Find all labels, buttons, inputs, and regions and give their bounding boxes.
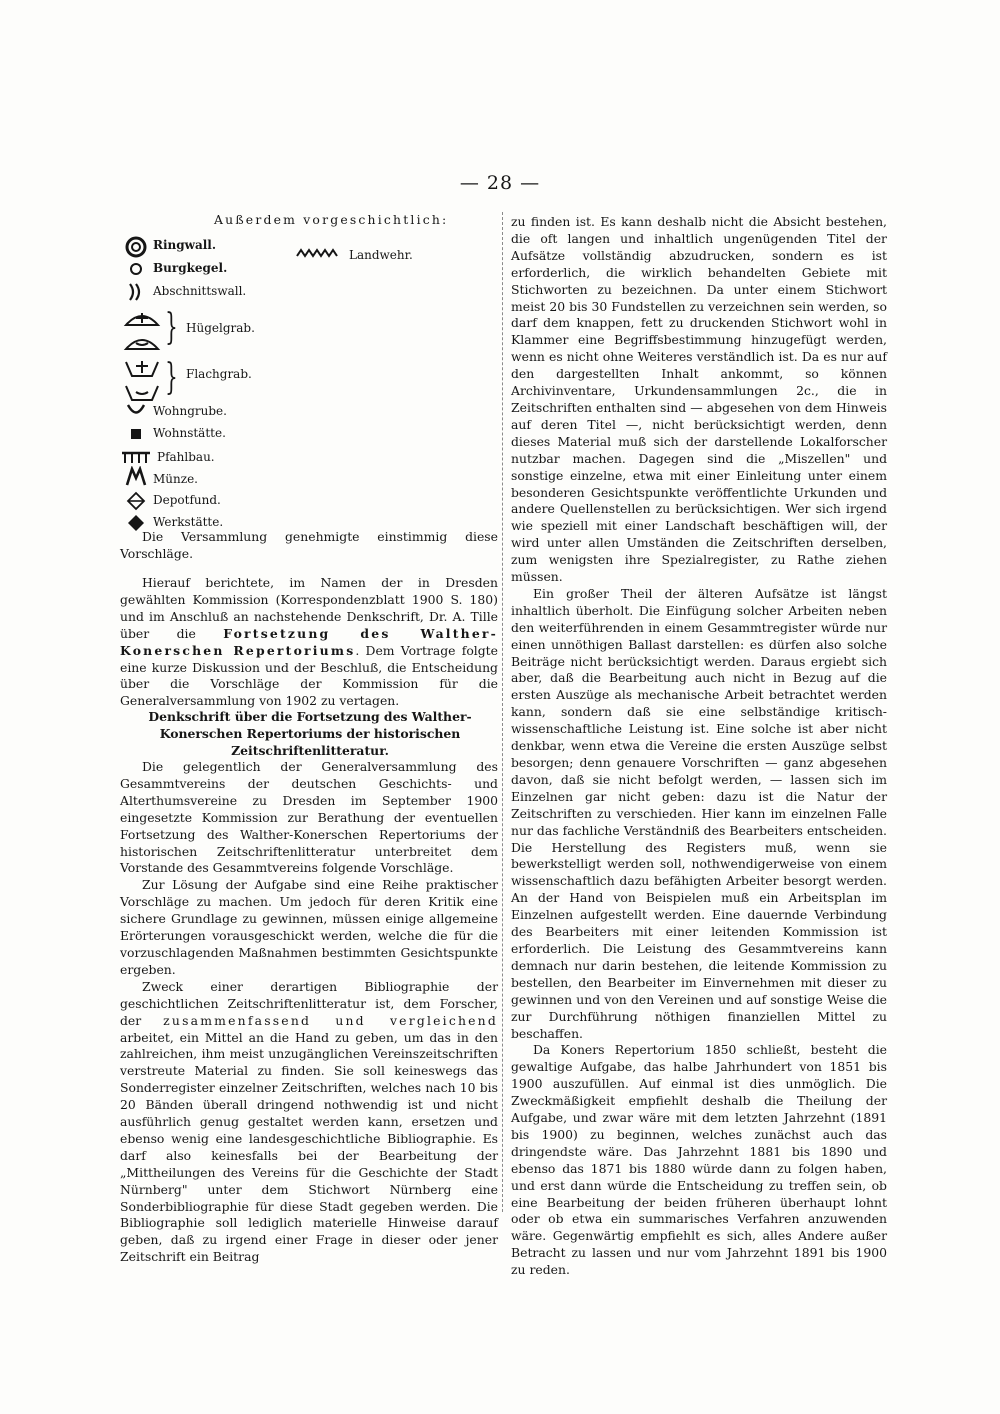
- pfahlbau-icon: [120, 446, 152, 468]
- left-paragraph-5-emphasis: zusammenfassend und vergleichend: [163, 1012, 498, 1028]
- right-column: [511, 214, 887, 1279]
- right-paragraph-3: Da Koners Repertorium 1850 schließt, besteht die gewaltige Aufgabe, das halbe Jahrhundert von 1851 bis 1900 auszufüllen. Auf einmal ist dies unmöglich. Die Zweckmäßigkeit empfiehlt deshalb die Theilung der Aufgabe, und zwar wäre mit dem letzten Jahrzehnt (1891 bis 1900) zu beginnen, welches zunächst auch das dringendste wäre. Das Jahrzehnt 1881 bis 1890 und ebenso das 1871 bis 1880 würde dann zu folgen haben, und erst dann würde die Entscheidung zu treffen sein, ob eine Bearbeitung der beiden früheren überhaupt lohnt oder ob etwa ein summarisches Verfahren anzuwenden wäre. Gegenwärtig empfiehlt es sich, alles Andere außer Betracht zu lassen und nur vom Jahrzehnt 1891 bis 1900 zu reden.: [511, 1042, 887, 1278]
- left-paragraph-4: Zur Lösung der Aufgabe sind eine Reihe praktischer Vorschläge zu machen. Um jedoch für deren Kritik eine sichere Grundlage zu gewinnen, müssen einige allgemeine Erörterungen vorausgeschickt werden, welche die für die vorzuschlagenden Maßnahmen bestimmten Gesichtspunkte ergeben.: [120, 877, 498, 977]
- flachgrab-icon: [122, 356, 162, 406]
- wohnstaette-icon: [124, 423, 150, 445]
- left-paragraph-5-part-c: arbeitet, ein Mittel an die Hand zu geben, um das in den zahlreichen, ihm meist unzugänglichen Vereinszeitschriften verstreute Material zu finden. Sie soll keineswegs das Sonderregister einzelner Zeitschriften, welches nach 10 bis 20 Bänden überall dringend nothwendig ist und nicht ausführlich genug gestaltet werden kann, ersetzen und ebenso wenig eine landesgeschichtliche Bibliographie. Es darf also keinesfalls bei der Bearbeitung der „Mittheilungen des Vereins für die Geschichte der Stadt Nürnberg" unter dem Stichwort Nürnberg eine Sonderbibliographie für diese Stadt gegeben werden. Die Bibliographie soll lediglich materielle Hinweise darauf geben, daß zu irgend einer Frage in dieser oder jener Zeitschrift ein Beitrag: [120, 1029, 498, 1265]
- column-divider: [502, 212, 503, 1212]
- depotfund-icon: [124, 490, 150, 512]
- legend-label-pfahlbau: Pfahlbau.: [157, 450, 215, 464]
- left-paragraph-5-part-a: Zweck einer derartigen Bibliographie der geschichtlichen Zeitschriftenlitteratur ist, dem Forscher, der: [120, 978, 498, 1028]
- muenze-icon: [124, 466, 150, 488]
- left-paragraph-2-part-a: Hierauf berichtete, im Namen der in Dresden gewählten Kommission (Korrespondenzblatt 1900 S. 180) und im Anschluß an nachstehende Denkschrift, Dr. A. Tille über die: [120, 575, 498, 641]
- left-paragraph-3: Die gelegentlich der Generalversammlung des Gesammtvereins der deutschen Geschichts- und Alterthumsvereine zu Dresden im September 1900 eingesetzte Kommission zur Berathung der eventuellen Fortsetzung des Walther-Konerschen Repertoriums der historischen Zeitschriftenlitteratur unterbreitet dem Vorstande des Gesammtvereins folgende Vorschläge.: [120, 759, 498, 876]
- left-column-bottom: [120, 759, 498, 1266]
- legend-heading: Außerdem vorgeschichtlich:: [214, 212, 449, 227]
- memo-title: Denkschrift über die Fortsetzung des Walther-Konerschen Repertoriums der historischen Zeitschriftenlitteratur.: [148, 709, 472, 758]
- left-paragraph-2-emphasis: Fortsetzung des Walther-Konerschen Repertoriums: [120, 625, 498, 658]
- legend-label-landwehr: Landwehr.: [349, 248, 413, 262]
- left-column-middle: [120, 575, 498, 710]
- huegelgrab-icon: [122, 305, 162, 355]
- left-paragraph-5: [120, 979, 498, 1266]
- page-number: — 28 —: [459, 172, 541, 194]
- flachgrab-brace: }: [165, 357, 178, 398]
- wohngrube-icon: [124, 400, 150, 422]
- left-paragraph-2: [120, 575, 498, 710]
- left-paragraph-1: Die Versammlung genehmigte einstimmig diese Vorschläge.: [120, 529, 498, 561]
- legend-label-huegelgrab: Hügelgrab.: [186, 321, 255, 335]
- legend-label-burgkegel: Burgkegel.: [153, 261, 228, 275]
- huegelgrab-brace: }: [165, 307, 178, 348]
- abschnittswall-icon: [124, 281, 150, 303]
- legend-label-abschnittswall: Abschnittswall.: [153, 284, 247, 298]
- left-column-top: [120, 529, 498, 563]
- burgkegel-icon: [124, 258, 150, 280]
- right-paragraph-2: Ein großer Theil der älteren Aufsätze ist längst inhaltlich überholt. Die Einfügung solcher Arbeiten neben den weiterführenden in einem Gesammtregister würde nur einen unnöthigen Ballast darstellen: es dürfen also solche Beiträge nicht berücksichtigt werden. Daraus ergiebt sich aber, daß die Bearbeitung auch nicht in Bezug auf die ersten Auszüge als mechanische Arbeit betrachtet werden kann, sondern daß sie eine selbständige kritisch-wissenschaftliche Leistung ist. Eine solche ist aber nicht denkbar, wenn etwa die Vereine die ersten Auszüge selbst besorgen; denn genauere Vorschriften — ganz abgesehen davon, daß sie nicht befolgt werden, — lassen sich im Einzelnen gar nicht geben: dazu ist die Natur der Zeitschriften zu verschieden. Hier kann im einzelnen Falle nur das fachliche Verständniß des Bearbeiters entscheiden. Die Herstellung des Registers muß, wenn sie bewerkstelligt werden soll, nothwendigerweise von einem wissenschaftlich dazu befähigten Arbeiter besorgt werden. An der Hand von Beispielen muß ein Arbeitsplan im Einzelnen aufgestellt werden. Eine dauernde Verbindung des Bearbeiters mit einer leitenden Kommission ist erforderlich. Die Leistung des Gesammtvereins kann demnach nur darin bestehen, die leitende Kommission zu bestellen, den Bearbeiter im Einvernehmen mit dieser zu gewinnen und von den Vereinen und auf sonstige Weise die zur Durchführung nöthigen finanziellen Mittel zu beschaffen.: [511, 585, 887, 1041]
- legend-label-werkstaette: Werkstätte.: [153, 515, 224, 529]
- legend-label-flachgrab: Flachgrab.: [186, 367, 252, 381]
- legend-label-depotfund: Depotfund.: [153, 493, 221, 507]
- legend-label-wohngrube: Wohngrube.: [153, 404, 227, 418]
- landwehr-icon: [295, 244, 343, 266]
- legend-label-wohnstaette: Wohnstätte.: [153, 426, 226, 440]
- legend-label-ringwall: Ringwall.: [153, 238, 217, 252]
- left-paragraph-2-part-c: . Dem Vortrage folgte eine kurze Diskussion und der Beschluß, die Entscheidung über die Vorschläge der Kommission für die Generalversammlung von 1902 zu vertagen.: [120, 642, 498, 709]
- right-paragraph-1: zu finden ist. Es kann deshalb nicht die Absicht bestehen, die oft langen und inhaltlich ungenügenden Titel der Aufsätze vollständig abzudrucken, sondern es ist erforderlich, die wirklich behandelten Gebiete mit Stichworten zu bezeichnen. Da unter einem Stichwort meist 20 bis 30 Fundstellen zu verzeichnen sein werden, so darf dem knappen, fett zu druckenden Stichwort wohl in Klammer eine Begriffsbestimmung hinzugefügt werden, wenn es nicht ohne Weiteres verständlich ist. Da es nur auf den dargestellten Inhalt ankommt, so können Archivinventare, Urkundensammlungen 2c., die in Zeitschriften enthalten sind — abgesehen von dem Hinweis auf deren Titel —, nicht berücksichtigt werden, denn dieses Material muß sich der darstellende Lokalforscher nutzbar machen. Dagegen sind die „Miszellen" und sonstige einzelne, etwa mit einer Einleitung unter einem besonderen Gesichtspunkte veröffentlichte Urkunden und andere Quellenstellen zu berücksichtigen. Wer sich irgend wie speziell mit einer Landschaft beschäftigen will, der wird unter allen Umständen die Zeitschriften derselben, zum wenigsten ihre Spezialregister, zu Rathe ziehen müssen.: [511, 214, 887, 585]
- ringwall-icon: [124, 236, 150, 258]
- legend-label-muenze: Münze.: [153, 472, 198, 486]
